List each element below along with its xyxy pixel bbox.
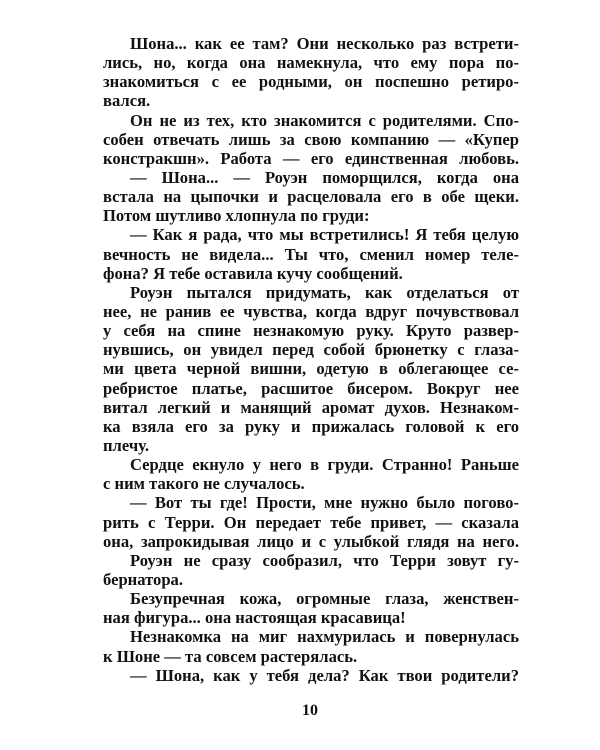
text-line: Потом шутливо хлопнула по груди: xyxy=(103,206,370,226)
text-line: Роуэн пытался придумать, как отделаться от xyxy=(130,282,519,302)
text-line: нувшись, он увидел перед собой брюнетку с глаза- xyxy=(103,340,519,360)
text-line: бернатора. xyxy=(103,569,184,589)
text-line: фона? Я тебе оставила кучу сообщений. xyxy=(103,263,403,283)
text-line: знакомиться с ее родными, он поспешно ретиро- xyxy=(103,72,519,92)
text-line: с ним такого не случалось. xyxy=(103,474,305,494)
text-line: ная фигура... она настоящая красавица! xyxy=(103,608,406,628)
text-line: вался. xyxy=(103,91,151,111)
text-line: — Как я рада, что мы встретились! Я тебя целую xyxy=(130,225,519,245)
text-line: констракшн». Работа — его единственная любовь. xyxy=(103,148,519,168)
text-line: ребристое платье, расшитое бисером. Вокруг нее xyxy=(103,378,519,398)
text-line: она, запрокидывая лицо и с улыбкой глядя на него. xyxy=(103,531,519,551)
text-line: Безупречная кожа, огромные глаза, женствен- xyxy=(130,589,519,609)
text-line: к Шоне — та совсем растерялась. xyxy=(103,646,358,666)
text-line: Шона... как ее там? Они несколько раз встрети- xyxy=(130,34,519,53)
text-line: нее, не ранив ее чувства, когда вдруг почувствовал xyxy=(103,301,519,321)
text-line: Незнакомка на миг нахмурилась и повернулась xyxy=(130,627,519,647)
text-line: — Шона, как у тебя дела? Как твои родители? xyxy=(130,665,519,685)
text-line: Роуэн не сразу сообразил, что Терри зовут гу- xyxy=(130,550,519,570)
text-line: — Вот ты где! Прости, мне нужно было погово- xyxy=(130,493,519,513)
text-line: — Шона... — Роуэн поморщился, когда она xyxy=(130,167,519,187)
text-line: рить с Терри. Он передает тебе привет, — сказала xyxy=(103,512,519,532)
text-line: собен отвечать лишь за свою компанию — «Купер xyxy=(103,129,519,149)
page-body-text xyxy=(103,34,519,685)
page-number: 10 xyxy=(302,702,318,719)
text-line: Сердце екнуло у него в груди. Странно! Раньше xyxy=(130,455,519,475)
text-line: плечу. xyxy=(103,435,149,455)
text-line: ка взяла его за руку и прижалась головой к его xyxy=(103,416,519,436)
text-line: ми цвета черной вишни, одетую в облегающее се- xyxy=(103,359,519,379)
text-line: витал легкий и манящий аромат духов. Незнаком- xyxy=(103,397,519,417)
text-line: лись, но, когда она намекнула, что ему пора по- xyxy=(103,53,519,73)
text-line: у себя на спине незнакомую руку. Круто развер- xyxy=(103,321,519,341)
text-line: Он не из тех, кто знакомится с родителями. Спо- xyxy=(130,110,519,130)
text-line: вечность не видела... Ты что, сменил номер теле- xyxy=(103,244,519,264)
text-line: встала на цыпочки и расцеловала его в обе щеки. xyxy=(103,187,519,207)
